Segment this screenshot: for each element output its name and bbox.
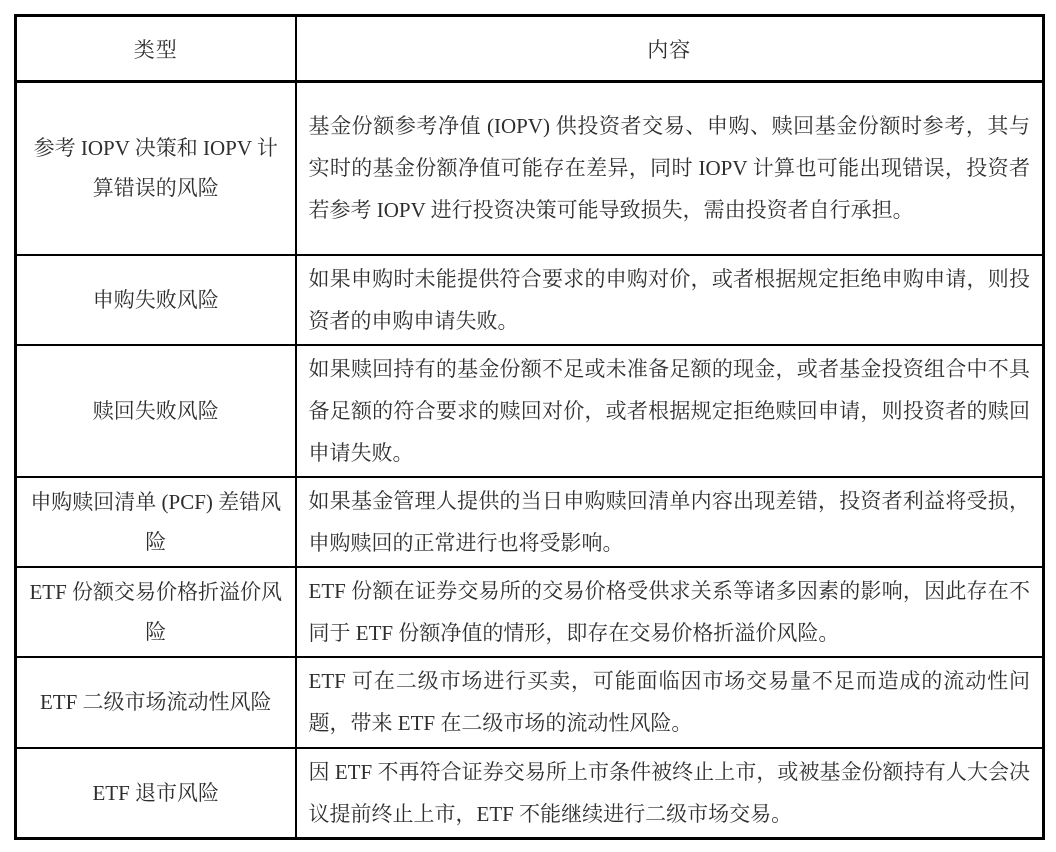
- table-row: [16, 657, 1044, 748]
- table-row: [16, 82, 1044, 255]
- risk-content-cell: 如果申购时未能提供符合要求的申购对价，或者根据规定拒绝申购申请，则投资者的申购申请失败。: [296, 255, 1044, 345]
- risk-content-cell: ETF 份额在证券交易所的交易价格受供求关系等诸多因素的影响，因此存在不同于 ETF 份额净值的情形，即存在交易价格折溢价风险。: [296, 567, 1044, 657]
- risk-type-cell: ETF 二级市场流动性风险: [16, 657, 296, 748]
- table-row: [16, 255, 1044, 345]
- column-header-type: 类型: [16, 16, 296, 82]
- risk-content-cell: 如果赎回持有的基金份额不足或未准备足额的现金，或者基金投资组合中不具备足额的符合要求的赎回对价，或者根据规定拒绝赎回申请，则投资者的赎回申请失败。: [296, 345, 1044, 477]
- risk-type-cell: 参考 IOPV 决策和 IOPV 计算错误的风险: [16, 82, 296, 255]
- risk-type-cell: 申购失败风险: [16, 255, 296, 345]
- risk-type-cell: ETF 份额交易价格折溢价风险: [16, 567, 296, 657]
- header-row: [16, 16, 1044, 82]
- risk-content-cell: 如果基金管理人提供的当日申购赎回清单内容出现差错，投资者利益将受损，申购赎回的正常进行也将受影响。: [296, 477, 1044, 567]
- risk-type-cell: 赎回失败风险: [16, 345, 296, 477]
- risk-type-cell: 申购赎回清单 (PCF) 差错风险: [16, 477, 296, 567]
- risk-content-cell: 基金份额参考净值 (IOPV) 供投资者交易、申购、赎回基金份额时参考，其与实时的基金份额净值可能存在差异，同时 IOPV 计算也可能出现错误，投资者若参考 IOPV 进行投资决策可能导致损失，需由投资者自行承担。: [296, 82, 1044, 255]
- risk-content-cell: 因 ETF 不再符合证券交易所上市条件被终止上市，或被基金份额持有人大会决议提前终止上市，ETF 不能继续进行二级市场交易。: [296, 748, 1044, 839]
- risk-content-cell: ETF 可在二级市场进行买卖，可能面临因市场交易量不足而造成的流动性问题，带来 ETF 在二级市场的流动性风险。: [296, 657, 1044, 748]
- risk-type-cell: ETF 退市风险: [16, 748, 296, 839]
- risk-disclosure-table: [14, 14, 1045, 840]
- table-row: [16, 567, 1044, 657]
- table-row: [16, 345, 1044, 477]
- column-header-content: 内容: [296, 16, 1044, 82]
- table-row: [16, 477, 1044, 567]
- table-row: [16, 748, 1044, 839]
